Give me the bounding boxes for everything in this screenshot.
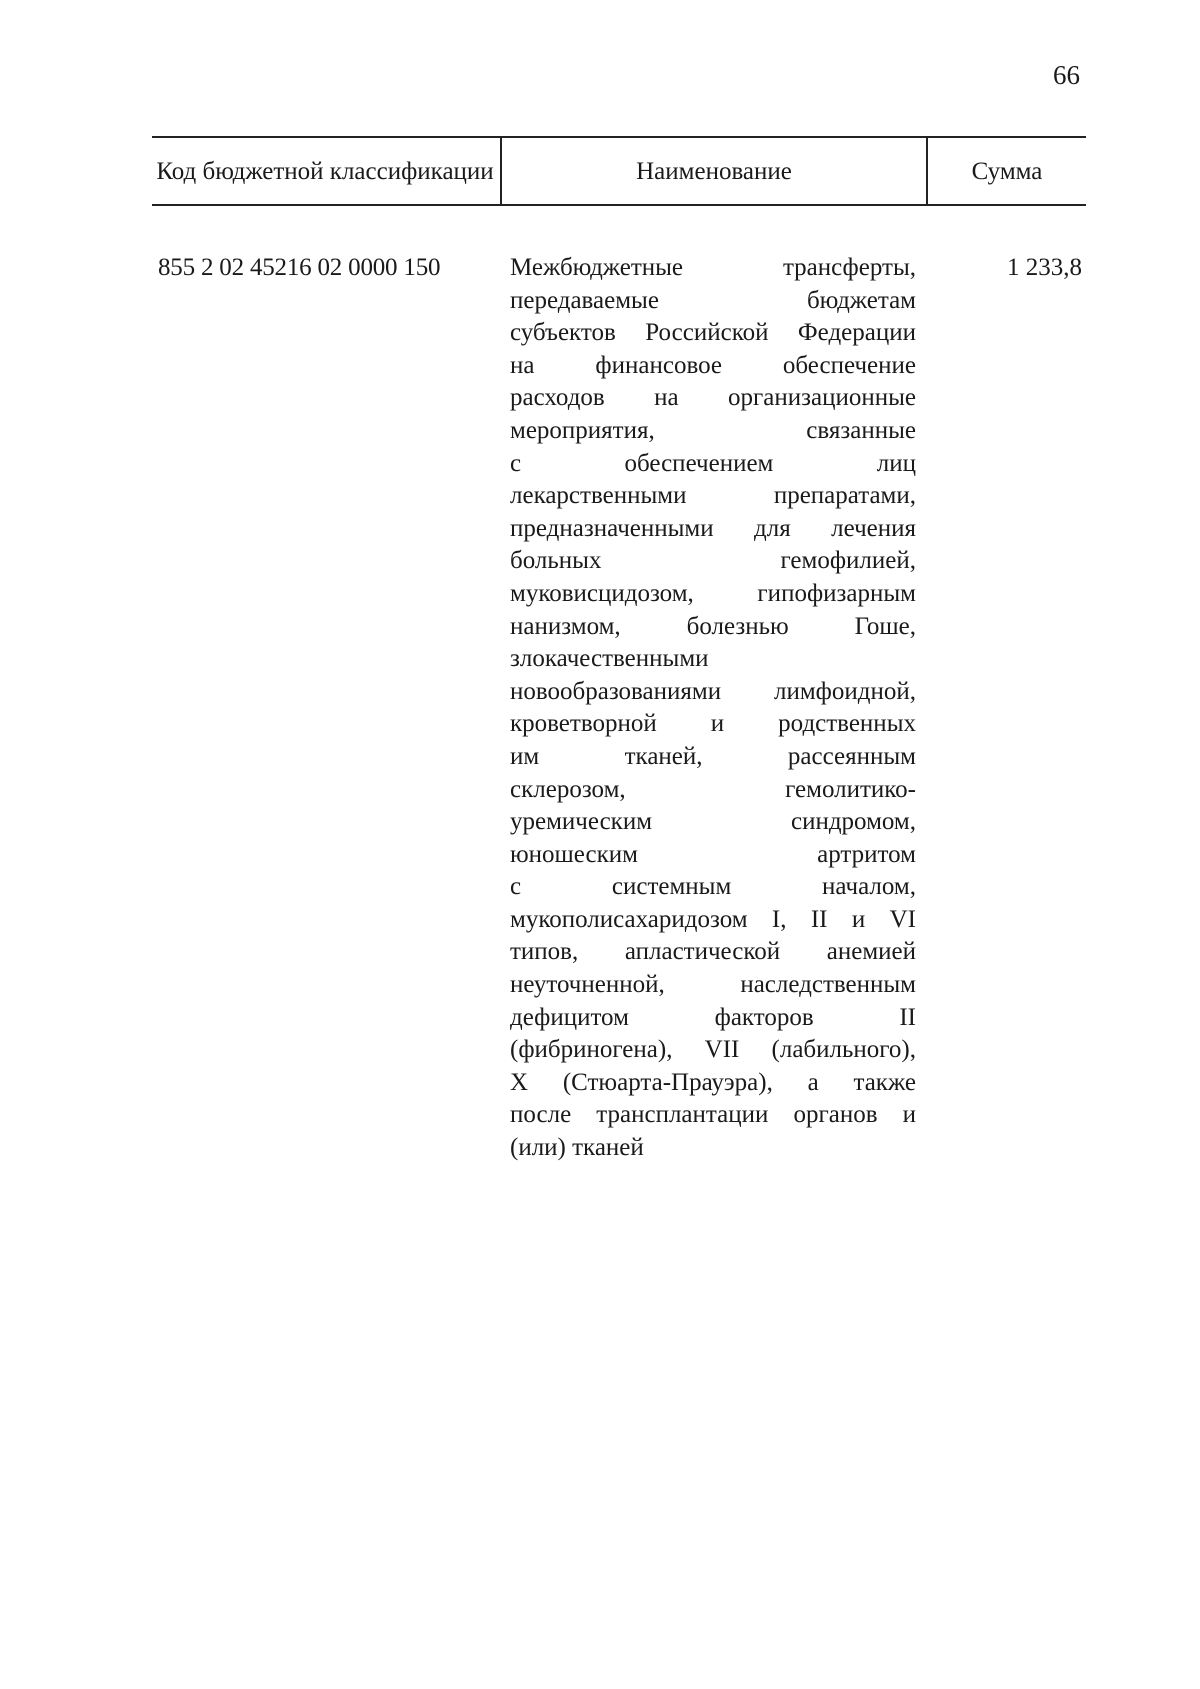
row-name-line: склерозом, гемолитико- — [510, 775, 916, 803]
row-name-line: после трансплантации органов и — [510, 1101, 916, 1129]
row-name-line: Межбюджетные трансферты, — [510, 254, 916, 281]
header-name: Наименование — [500, 138, 926, 204]
table-header — [152, 136, 1086, 206]
row-name-line: (фибриногена), VII (лабильного), — [510, 1036, 916, 1064]
row-name-line: предназначенными для лечения — [510, 514, 916, 542]
row-sum: 1 233,8 — [1007, 254, 1082, 281]
row-name-line: лекарственными препаратами, — [510, 482, 916, 510]
row-name-line: (или) тканей — [510, 1134, 644, 1162]
row-name-line: больных гемофилией, — [510, 547, 916, 575]
row-name-line: типов, апластической анемией — [510, 938, 916, 966]
row-name-line: неуточненной, наследственным — [510, 971, 916, 999]
row-name-line: передаваемые бюджетам — [510, 286, 916, 314]
row-name-line: X (Стюарта-Прауэра), а также — [510, 1068, 916, 1096]
row-name-line: расходов на организационные — [510, 384, 916, 412]
row-name-line: субъектов Российской Федерации — [510, 319, 916, 347]
page-number: 66 — [1053, 60, 1080, 90]
row-name-line: уремическим синдромом, — [510, 808, 916, 836]
row-name-line: нанизмом, болезнью Гоше, — [510, 612, 916, 640]
row-name-line: мукополисахаридозом I, II и VI — [510, 905, 916, 933]
row-name-line: кроветворной и родственных — [510, 710, 916, 738]
row-name-line: им тканей, рассеянным — [510, 742, 916, 770]
row-name — [510, 252, 916, 1165]
row-name-line: юношеским артритом — [510, 840, 916, 868]
row-name-line: злокачественными — [510, 645, 709, 673]
header-code: Код бюджетной классификации — [156, 157, 494, 185]
row-name-line: новообразованиями лимфоидной, — [510, 677, 916, 705]
header-sum: Сумма — [971, 157, 1043, 185]
row-name-line: на финансовое обеспечение — [510, 351, 916, 379]
row-name-line: муковисцидозом, гипофизарным — [510, 579, 916, 607]
row-name-line: с обеспечением лиц — [510, 449, 916, 477]
row-name-line: с системным началом, — [510, 873, 916, 901]
row-name-line: мероприятия, связанные — [510, 416, 916, 444]
row-code: 855 2 02 45216 02 0000 150 — [158, 254, 441, 281]
row-name-line: дефицитом факторов II — [510, 1003, 916, 1031]
